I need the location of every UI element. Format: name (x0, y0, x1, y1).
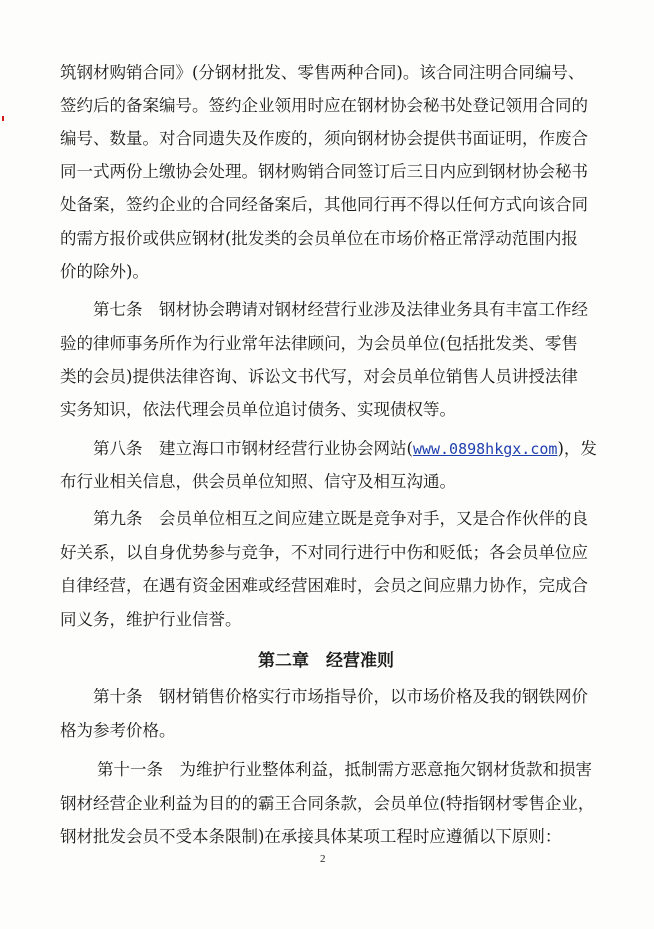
body-line: 同一式两份上缴协会处理。钢材购销合同签订后三日内应到钢材协会秘书 (60, 162, 588, 181)
article-8-line (93, 438, 597, 460)
article-7-heading-line: 第七条 钢材协会聘请对钢材经营行业涉及法律业务具有丰富工作经 (93, 300, 588, 319)
page-number: 2 (320, 853, 326, 865)
article-9-heading-line: 第九条 会员单位相互之间应建立既是竞争对手，又是合作伙伴的良 (93, 509, 588, 528)
body-line: 的需方报价或供应钢材(批发类的会员单位在市场价格正常浮动范围内报 (60, 229, 578, 248)
body-line: 格为参考价格。 (60, 721, 176, 740)
article-8-text: 第八条 建立海口市钢材经营行业协会网站( (93, 439, 413, 458)
body-line: 验的律师事务所作为行业常年法律顾问，为会员单位(包括批发类、零售 (60, 334, 578, 353)
body-line: 布行业相关信息，供会员单位知照、信守及相互沟通。 (60, 472, 456, 491)
body-line: 钢材批发会员不受本条限制)在承接具体某项工程时应遵循以下原则： (60, 827, 562, 846)
body-line: 好关系，以自身优势参与竞争，不对同行进行中伤和贬低；各会员单位应 (60, 543, 588, 562)
body-line: 同义务，维护行业信誉。 (60, 610, 242, 629)
body-line: 钢材经营企业利益为目的的霸王合同条款，会员单位(特指钢材零售企业， (60, 794, 595, 813)
website-link[interactable]: www.0898hkgx.com (412, 440, 558, 458)
article-11-heading-line: 第十一条 为维护行业整体利益，抵制需方恶意拖欠钢材货款和损害 (97, 760, 592, 779)
chapter-2-heading: 第二章 经营准则 (258, 651, 394, 671)
body-line: 编号、数量。对合同遗失及作废的，须向钢材协会提供书面证明，作废合 (60, 129, 588, 148)
body-line: 自律经营，在遇有资金困难或经营困难时，会员之间应鼎力协作，完成合 (60, 576, 588, 595)
margin-mark (2, 116, 4, 121)
article-8-tail: )，发 (557, 439, 597, 458)
body-line: 价的除外)。 (60, 262, 149, 281)
body-line: 实务知识，依法代理会员单位追讨债务、实现债权等。 (60, 400, 456, 419)
body-line: 处备案，签约企业的合同经备案后，其他同行再不得以任何方式向该合同 (60, 195, 588, 214)
article-10-heading-line: 第十条 钢材销售价格实行市场指导价，以市场价格及我的钢铁网价 (93, 687, 588, 706)
body-line: 筑钢材购销合同》(分钢材批发、零售两种合同)。该合同注明合同编号、 (60, 63, 585, 82)
body-line: 签约后的备案编号。签约企业领用时应在钢材协会秘书处登记领用合同的 (60, 96, 588, 115)
body-line: 类的会员)提供法律咨询、诉讼文书代写，对会员单位销售人员讲授法律 (60, 367, 578, 386)
